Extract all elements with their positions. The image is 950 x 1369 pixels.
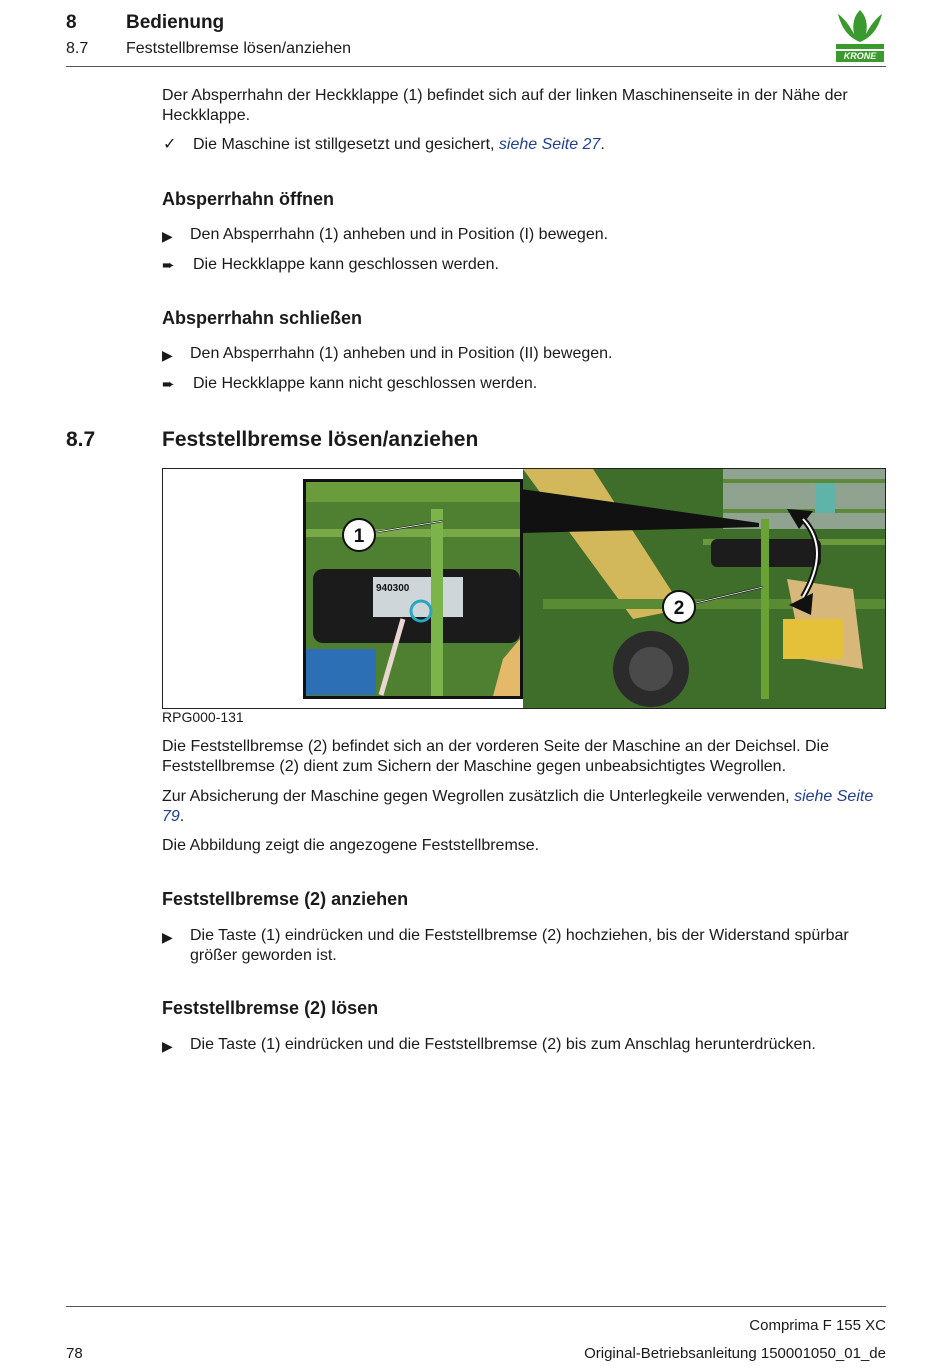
link-page-79[interactable]: siehe Seite 79 — [162, 788, 874, 825]
heading-open: Absperrhahn öffnen — [162, 189, 335, 209]
step-arrow-icon: ▶ — [162, 1038, 173, 1054]
result-close: Die Heckklappe kann nicht geschlossen werden. — [193, 375, 538, 392]
footer-document: Original-Betriebsanleitung 150001050_01_de — [584, 1345, 886, 1362]
description-paragraph-1: Die Feststellbremse (2) befindet sich an der vorderen Seite der Maschine an der Deichsel. Die Feststellbremse (2) dient zum Sichern der Maschine gegen unbeabsichtigtes Wegrollen. — [162, 738, 829, 775]
description-paragraph-3: Die Abbildung zeigt die angezogene Feststellbremse. — [162, 837, 540, 854]
krone-logo — [830, 8, 890, 64]
result-arrow-icon: ➨ — [162, 257, 175, 274]
description-paragraph-2 — [162, 787, 886, 827]
result-open: Die Heckklappe kann geschlossen werden. — [193, 256, 499, 273]
footer-divider — [66, 1306, 886, 1307]
step-arrow-icon: ▶ — [162, 347, 173, 363]
callout-1: 1 — [353, 526, 365, 547]
section-heading-number: 8.7 — [66, 428, 96, 451]
footer-model: Comprima F 155 XC — [749, 1317, 886, 1334]
callout-2: 2 — [673, 598, 685, 619]
heading-release: Feststellbremse (2) lösen — [162, 998, 379, 1018]
chapter-title: Bedienung — [126, 12, 225, 33]
precondition — [193, 135, 883, 155]
step-release: Die Taste (1) eindrücken und die Feststellbremse (2) bis zum Anschlag herunterdrücken. — [190, 1036, 816, 1053]
precondition-end: . — [600, 136, 605, 153]
page-number: 78 — [66, 1345, 83, 1362]
link-page-27[interactable]: siehe Seite 27 — [498, 136, 601, 153]
heading-apply: Feststellbremse (2) anziehen — [162, 889, 409, 909]
heading-close: Absperrhahn schließen — [162, 308, 363, 328]
chapter-number: 8 — [66, 12, 77, 33]
section-number: 8.7 — [66, 40, 89, 57]
result-arrow-icon: ➨ — [162, 376, 175, 393]
inset-label: 940300 — [376, 583, 410, 594]
precondition-text: Die Maschine ist stillgesetzt und gesichert, — [193, 136, 499, 153]
header-divider — [66, 66, 886, 67]
step-apply: Die Taste (1) eindrücken und die Feststellbremse (2) hochziehen, bis der Widerstand spürbar größer geworden ist. — [190, 927, 849, 964]
paragraph-2-end: . — [179, 808, 185, 825]
step-open: Den Absperrhahn (1) anheben und in Position (I) bewegen. — [190, 226, 609, 243]
check-icon: ✓ — [163, 136, 177, 153]
step-close: Den Absperrhahn (1) anheben und in Position (II) bewegen. — [190, 345, 613, 362]
section-heading-title: Feststellbremse lösen/anziehen — [162, 428, 479, 451]
figure-parking-brake — [162, 468, 886, 709]
step-arrow-icon: ▶ — [162, 228, 173, 244]
step-arrow-icon: ▶ — [162, 929, 173, 945]
paragraph-2-text: Zur Absicherung der Maschine gegen Wegrollen zusätzlich die Unterlegkeile verwenden, — [162, 788, 795, 805]
logo-text: KRONE — [843, 51, 877, 61]
figure-caption: RPG000-131 — [162, 709, 244, 725]
intro-paragraph: Der Absperrhahn der Heckklappe (1) befindet sich auf der linken Maschinenseite in der Nähe der Heckklappe. — [162, 87, 848, 124]
section-title: Feststellbremse lösen/anziehen — [126, 40, 352, 57]
